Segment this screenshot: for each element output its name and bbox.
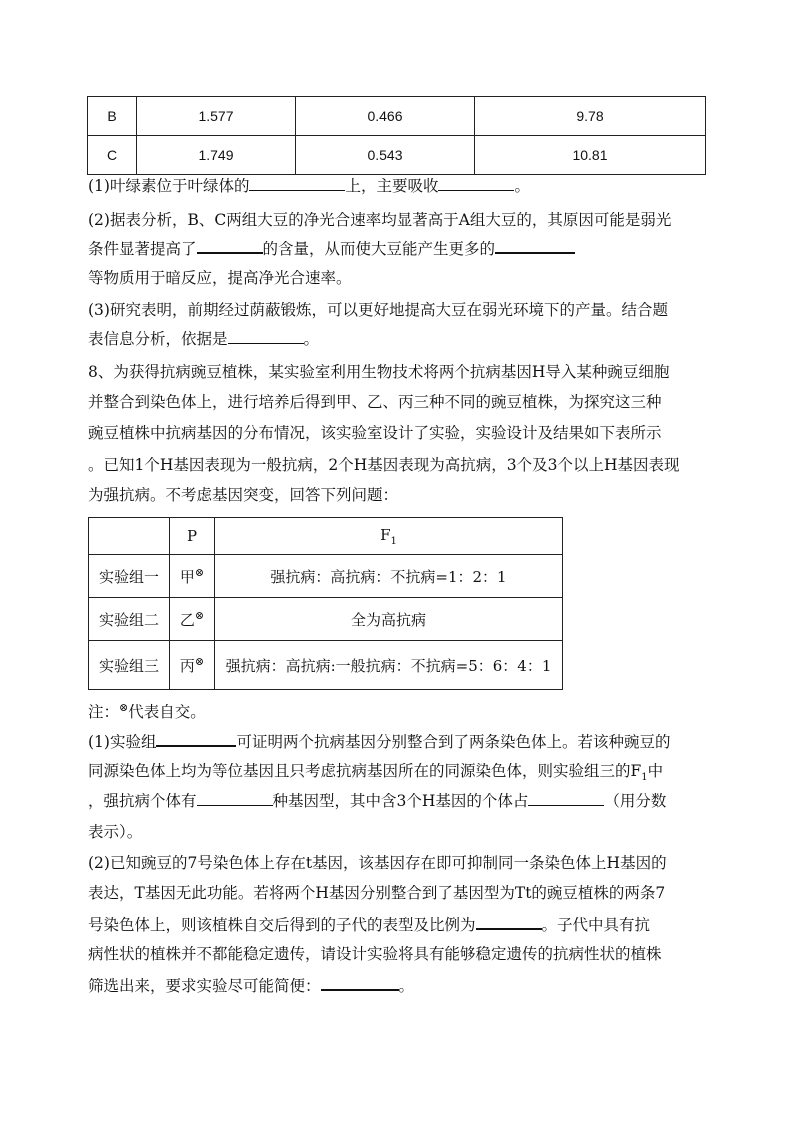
text: 。: [303, 330, 320, 348]
group-cell: 实验组二: [89, 598, 170, 641]
table-cell: 1.577: [137, 97, 296, 136]
header-cell-f1: [215, 518, 563, 555]
answer-blank[interactable]: [249, 176, 345, 191]
parent-name: 丙: [179, 656, 195, 675]
q7-part3-line2: [88, 329, 319, 349]
q8-stem-line5: 为强抗病。不考虑基因突变，回答下列问题：: [88, 486, 399, 504]
text: 同源染色体上均为等位基因且只考虑抗病基因所在的同源染色体，则实验组三的F: [88, 762, 642, 780]
parent-name: 乙: [179, 610, 195, 629]
answer-blank[interactable]: [228, 329, 304, 344]
header-f1-sub: 1: [390, 535, 397, 547]
table-row: [88, 136, 706, 175]
answer-blank[interactable]: [438, 176, 514, 191]
header-cell-empty: [89, 518, 170, 555]
q8-2-line4: 病性状的植株并不都能稳定遗传，请设计实验将具有能够稳定遗传的抗病性状的植株: [88, 945, 662, 963]
answer-blank[interactable]: [197, 238, 263, 254]
table-cell: 9.78: [475, 97, 706, 136]
q8-1-line1: [88, 731, 670, 752]
parent-cell: [170, 598, 215, 641]
self-cross-icon: ⊗: [119, 701, 129, 714]
q7-part2-line1: (2)据表分析，B、C两组大豆的净光合速率均显著高于A组大豆的，其原因可能是弱光: [88, 211, 672, 229]
table-row: [88, 97, 706, 136]
header-cell-p: P: [170, 518, 215, 555]
answer-blank[interactable]: [476, 914, 542, 930]
self-cross-icon: ⊗: [194, 565, 205, 579]
table-row: [89, 555, 563, 598]
q8-1-line2: [88, 761, 663, 788]
text: 种基因型，其中含3个H基因的个体占: [272, 792, 529, 810]
text: 表信息分析，依据是: [88, 330, 228, 348]
text: 。: [398, 977, 415, 995]
group-cell: 实验组三: [89, 641, 170, 690]
header-f1-text: F: [380, 525, 391, 544]
text: 筛选出来，要求实验尽可能简便：: [88, 977, 321, 995]
q7-part2-line3: 等物质用于暗反应，提高净光合速率。: [88, 269, 352, 287]
text: （用分数: [604, 792, 667, 810]
text: 。: [514, 177, 530, 195]
table-cell: 10.81: [475, 136, 706, 175]
q7-part1: [88, 176, 530, 196]
table-row: [89, 641, 563, 690]
group-cell: 实验组一: [89, 555, 170, 598]
q8-1-line3: [88, 791, 666, 811]
q8-stem-line4: 。已知1个H基因表现为一般抗病，2个H基因表现为高抗病，3个及3个以上H基因表现: [88, 456, 680, 474]
f1-cell: 强抗病：高抗病：不抗病=1：2：1: [215, 555, 563, 598]
text: 可证明两个抗病基因分别整合到了两条染色体上。若该种豌豆的: [236, 733, 671, 751]
q8-2-line5: [88, 975, 414, 996]
table-cell: 0.466: [296, 97, 475, 136]
q7-part3-line1: (3)研究表明，前期经过荫蔽锻炼，可以更好地提高大豆在弱光环境下的产量。结合题: [88, 301, 668, 319]
table-header-row: [89, 518, 563, 555]
text: ，强抗病个体有: [88, 792, 197, 810]
table-cell: 1.749: [137, 136, 296, 175]
q7-part2-line2: [88, 238, 575, 259]
q8-1-line4: 表示）。: [88, 823, 143, 841]
text: 的含量，从而使大豆能产生更多的: [262, 240, 496, 258]
q8-stem-line3: 豌豆植株中抗病基因的分布情况，该实验室设计了实验，实验设计及结果如下表所示: [88, 424, 662, 442]
note-prefix: 注：: [88, 703, 120, 722]
q8-stem-line1: 8、为获得抗病豌豆植株，某实验室利用生物技术将两个抗病基因H导入某种豌豆细胞: [88, 363, 670, 381]
answer-blank[interactable]: [156, 731, 236, 747]
self-cross-icon: ⊗: [194, 608, 205, 622]
text: 。子代中具有抗: [541, 916, 651, 934]
parent-cell: [170, 641, 215, 690]
note-text: 代表自交。: [128, 703, 206, 722]
data-table-1: [87, 96, 706, 175]
text: 号染色体上，则该植株自交后得到的子代的表型及比例为: [88, 916, 476, 934]
table-note: [88, 698, 206, 722]
f1-cell: 全为高抗病: [215, 598, 563, 641]
table-cell: C: [88, 136, 137, 175]
answer-blank[interactable]: [197, 791, 273, 806]
q8-2-line2: 表达，T基因无此功能。若将两个H基因分别整合到了基因型为Tt的豌豆植株的两条7: [88, 884, 666, 902]
text: (1)实验组: [88, 733, 157, 751]
self-cross-icon: ⊗: [194, 654, 205, 668]
answer-blank[interactable]: [528, 791, 604, 806]
table-cell: B: [88, 97, 137, 136]
q8-2-line1: (2)已知豌豆的7号染色体上存在t基因，该基因存在即可抑制同一条染色体上H基因的: [88, 854, 667, 872]
text: (1)叶绿素位于叶绿体的: [88, 177, 250, 195]
experiment-table: [88, 517, 563, 690]
q8-2-line3: [88, 914, 650, 935]
parent-name: 甲: [179, 567, 195, 586]
table-row: [89, 598, 563, 641]
text: 条件显著提高了: [88, 240, 197, 258]
answer-blank[interactable]: [321, 975, 399, 991]
f1-cell: 强抗病：高抗病:一般抗病：不抗病=5：6：4：1: [215, 641, 563, 690]
q8-stem-line2: 并整合到染色体上，进行培养后得到甲、乙、丙三种不同的豌豆植株，为探究这三种: [88, 393, 662, 411]
subscript: 1: [641, 772, 648, 784]
text: 中: [647, 762, 664, 780]
parent-cell: [170, 555, 215, 598]
answer-blank[interactable]: [495, 238, 575, 254]
text: 上，主要吸收: [345, 177, 439, 195]
table-cell: 0.543: [296, 136, 475, 175]
